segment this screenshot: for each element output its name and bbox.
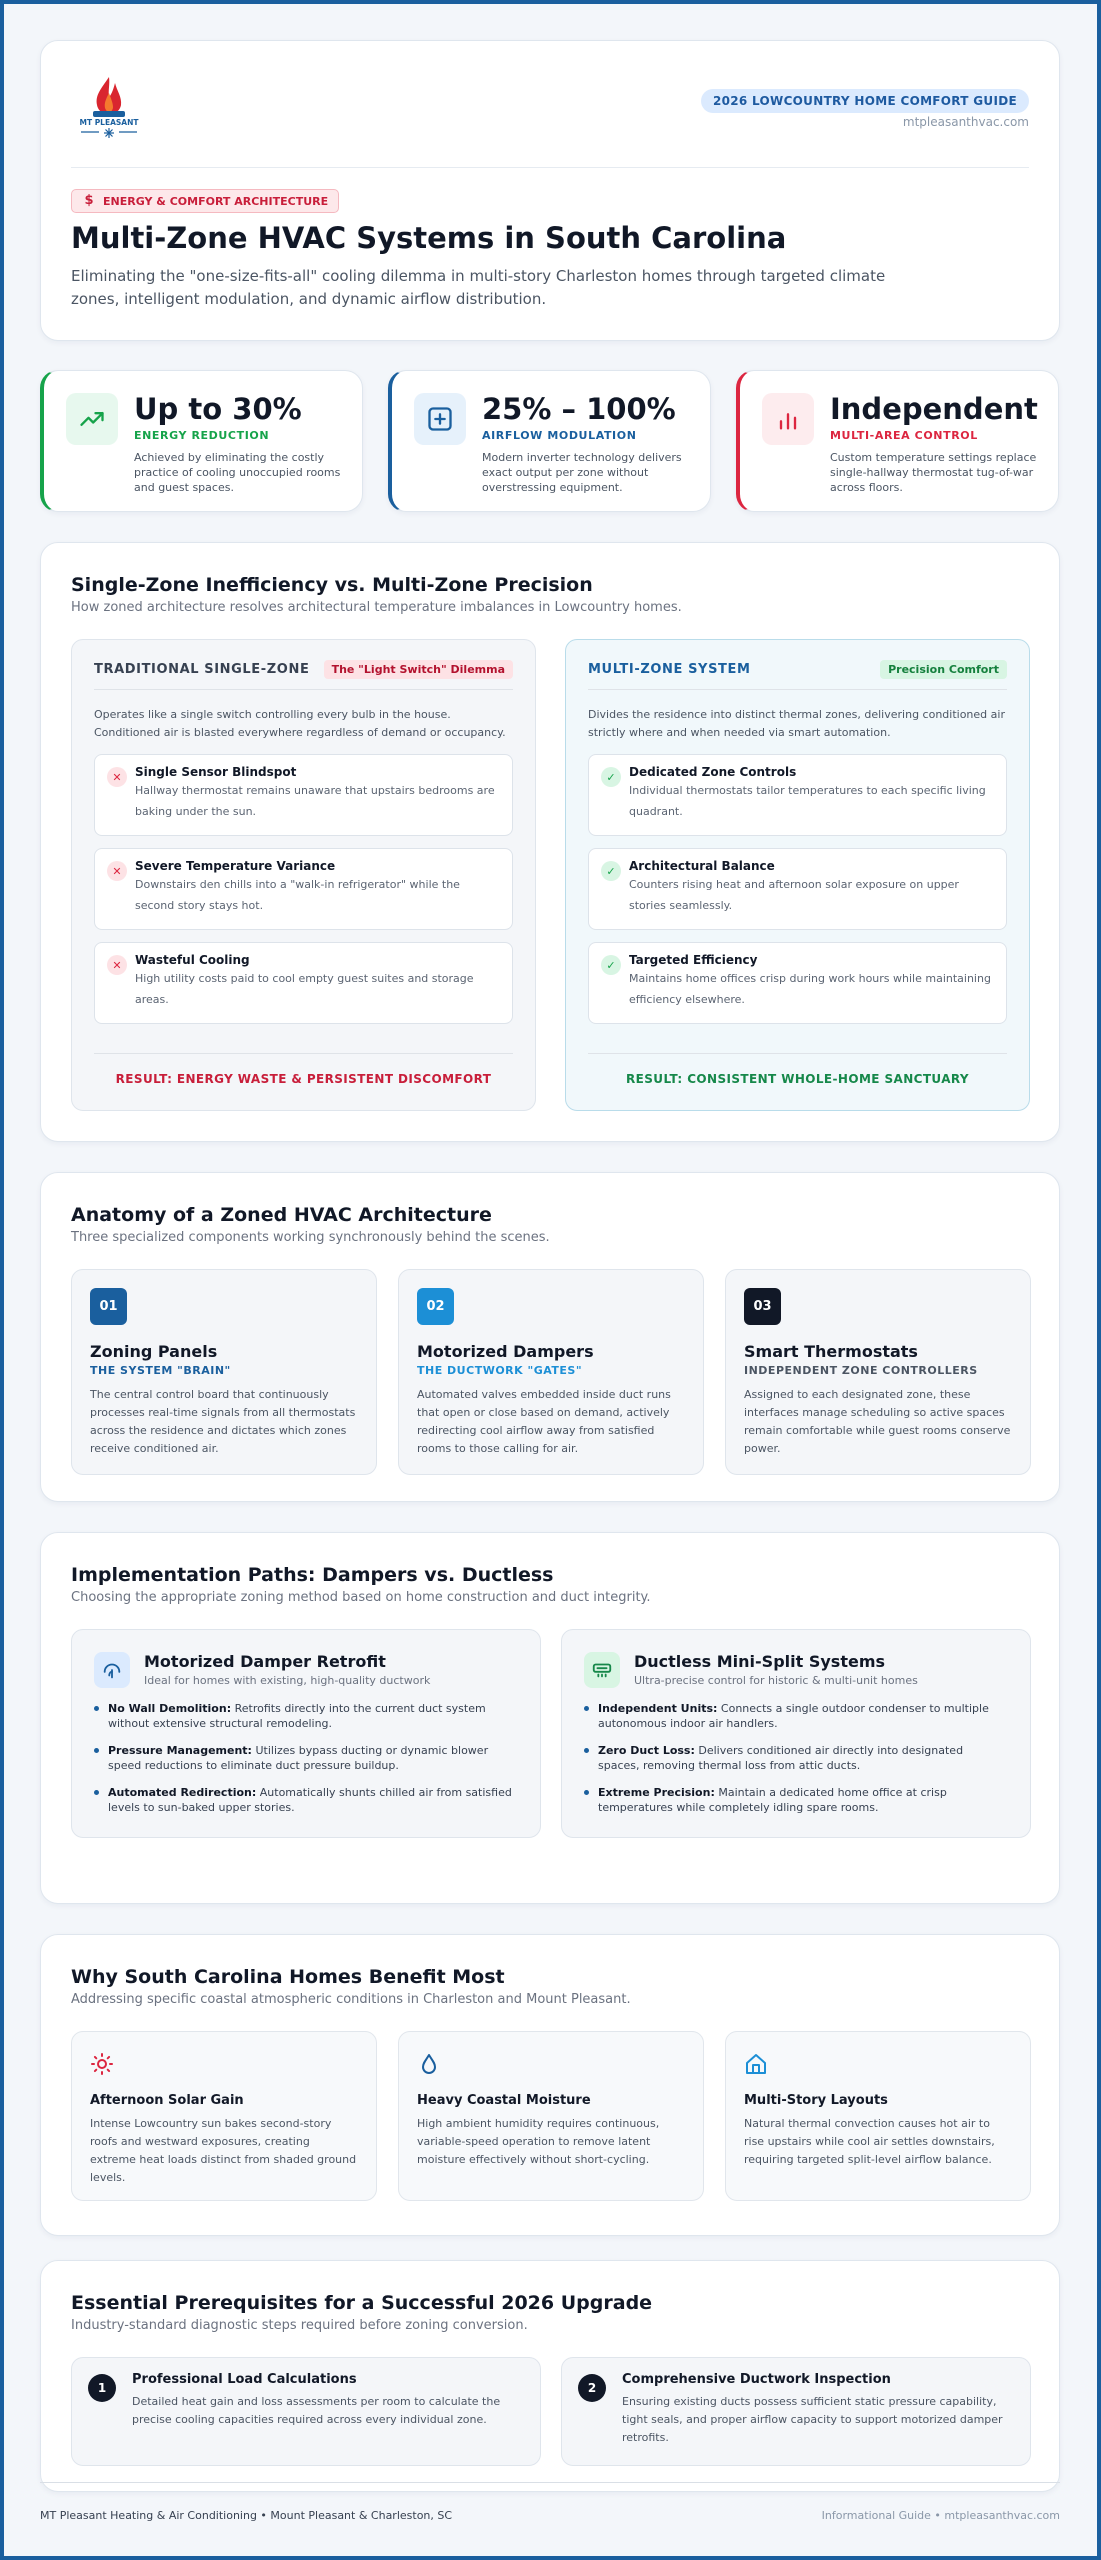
point-label: No Wall Demolition: [108, 1702, 232, 1715]
comparison-section [40, 542, 1060, 1142]
step-number: 03 [744, 1288, 781, 1325]
stat-description: Custom temperature settings replace single-hallway thermostat tug-of-war across floors. [830, 451, 1037, 494]
benefit-title: Multi-Story Layouts [744, 2093, 888, 2108]
column-intro: Operates like a single switch controlling every bulb in the house. Conditioned air is blasted everywhere regardless of demand or occupancy. [94, 708, 506, 739]
svg-text:MT PLEASANT: MT PLEASANT [79, 118, 139, 127]
item-description: High utility costs paid to cool empty guest suites and storage areas. [135, 972, 474, 1006]
prerequisite-card-load [71, 2357, 541, 2466]
component-title: Motorized Dampers [417, 1342, 594, 1361]
anatomy-section [40, 1172, 1060, 1502]
single-zone-column [71, 639, 536, 1111]
step-number: 1 [88, 2374, 116, 2402]
hero-card [40, 40, 1060, 341]
check-icon: ✓ [601, 955, 621, 975]
item-title: Dedicated Zone Controls [629, 765, 797, 779]
damper-fan-icon [94, 1652, 130, 1688]
benefit-card-moisture [398, 2031, 704, 2201]
benefit-description: High ambient humidity requires continuous, variable-speed operation to remove latent moisture effectively without short-cycling. [417, 2117, 660, 2166]
list-item [588, 754, 1007, 836]
prerequisite-title: Professional Load Calculations [132, 2372, 357, 2387]
column-result: RESULT: CONSISTENT WHOLE-HOME SANCTUARY [588, 1053, 1007, 1086]
benefit-card-solar [71, 2031, 377, 2201]
component-description: Assigned to each designated zone, these interfaces manage scheduling so active spaces remain comfortable while guest rooms conserve power. [744, 1388, 1011, 1455]
stat-card-control [736, 370, 1059, 512]
step-number: 02 [417, 1288, 454, 1325]
list-item [588, 942, 1007, 1024]
footer-company: MT Pleasant Heating & Air Conditioning • Mount Pleasant & Charleston, SC [40, 2509, 453, 2522]
path-subtitle: Ideal for homes with existing, high-quality ductwork [144, 1674, 431, 1687]
stat-label: AIRFLOW MODULATION [482, 429, 637, 442]
check-icon: ✓ [601, 861, 621, 881]
item-title: Single Sensor Blindspot [135, 765, 297, 779]
component-subtitle: INDEPENDENT ZONE CONTROLLERS [744, 1364, 978, 1377]
prerequisites-section [40, 2260, 1060, 2492]
bar-chart-icon [762, 393, 814, 445]
column-badge: Precision Comfort [880, 660, 1007, 679]
x-icon: ✕ [107, 861, 127, 881]
site-url[interactable]: mtpleasanthvac.com [902, 115, 1029, 129]
check-icon: ✓ [601, 767, 621, 787]
column-title: TRADITIONAL SINGLE-ZONE [94, 662, 310, 677]
section-title: Essential Prerequisites for a Successful 2026 Upgrade [71, 2292, 653, 2314]
section-title: Why South Carolina Homes Benefit Most [71, 1966, 505, 1988]
item-title: Wasteful Cooling [135, 953, 250, 967]
droplet-icon [417, 2052, 441, 2076]
point-text: Utilizes bypass ducting or dynamic blower speed reductions to eliminate duct pressure buildup. [108, 1744, 489, 1772]
stat-description: Modern inverter technology delivers exact output per zone without overstressing equipment. [482, 451, 682, 494]
multi-zone-column [565, 639, 1030, 1111]
step-number: 01 [90, 1288, 127, 1325]
list-item [584, 1785, 1008, 1815]
component-description: The central control board that continuously processes real-time signals from all thermostats across the residence and dictates which zones receive conditioned air. [90, 1388, 356, 1455]
prerequisite-title: Comprehensive Ductwork Inspection [622, 2372, 891, 2387]
list-item [94, 848, 513, 930]
list-item [588, 848, 1007, 930]
stat-description: Achieved by eliminating the costly practice of cooling unoccupied rooms and guest spaces. [134, 451, 341, 494]
point-label: Extreme Precision: [598, 1786, 715, 1799]
stat-value: Up to 30% [134, 392, 302, 426]
component-card-zoning-panels [71, 1269, 377, 1475]
point-text: Maintain a dedicated home office at crisp temperatures while completely idling spare rooms. [598, 1786, 947, 1814]
component-description: Automated valves embedded inside duct runs that open or close based on demand, actively redirecting cool airflow away from satisfied rooms to those calling for air. [417, 1388, 671, 1455]
item-title: Architectural Balance [629, 859, 775, 873]
section-lead: Addressing specific coastal atmospheric conditions in Charleston and Mount Pleasant. [71, 1992, 631, 2007]
list-item [94, 1701, 518, 1731]
list-item [94, 1785, 518, 1815]
dollar-icon: $ [84, 193, 94, 208]
path-card-ductless [561, 1629, 1031, 1838]
section-lead: Choosing the appropriate zoning method based on home construction and duct integrity. [71, 1590, 651, 1605]
point-text: Delivers conditioned air directly into designated spaces, removing thermal loss from attic ducts. [598, 1744, 964, 1772]
column-title: MULTI-ZONE SYSTEM [588, 662, 751, 677]
component-title: Smart Thermostats [744, 1342, 918, 1361]
path-title: Motorized Damper Retrofit [144, 1652, 386, 1671]
category-tag [71, 189, 339, 213]
page-subtitle: Eliminating the "one-size-fits-all" cooling dilemma in multi-story Charleston homes through targeted climate zones, intelligent modulation, and dynamic airflow distribution. [71, 267, 886, 308]
company-logo [71, 75, 147, 139]
benefit-card-layouts [725, 2031, 1031, 2201]
implementation-section [40, 1532, 1060, 1904]
column-intro: Divides the residence into distinct thermal zones, delivering conditioned air strictly where and when needed via smart automation. [588, 708, 1005, 739]
point-text: Connects a single outdoor condenser to multiple autonomous indoor air handlers. [598, 1702, 989, 1730]
item-description: Individual thermostats tailor temperatures to each specific living quadrant. [629, 784, 986, 818]
list-item [584, 1743, 1008, 1773]
component-title: Zoning Panels [90, 1342, 218, 1361]
column-badge: The "Light Switch" Dilemma [324, 660, 513, 679]
benefit-title: Heavy Coastal Moisture [417, 2093, 591, 2108]
stat-card-airflow [388, 370, 711, 512]
plus-square-icon [414, 393, 466, 445]
point-label: Automated Redirection: [108, 1786, 257, 1799]
list-item [94, 942, 513, 1024]
page-footer [40, 2482, 1060, 2522]
path-points [584, 1701, 1008, 1815]
component-subtitle: THE SYSTEM "BRAIN" [90, 1364, 231, 1377]
stats-row [40, 370, 1060, 512]
column-header [94, 660, 513, 690]
stat-card-energy [40, 370, 363, 512]
list-item [94, 754, 513, 836]
home-icon [744, 2052, 768, 2076]
component-card-dampers [398, 1269, 704, 1475]
path-title: Ductless Mini-Split Systems [634, 1652, 886, 1671]
path-card-damper [71, 1629, 541, 1838]
benefits-section [40, 1934, 1060, 2236]
list-item [94, 1743, 518, 1773]
stat-label: ENERGY REDUCTION [134, 429, 270, 442]
point-text: Retrofits directly into the current duct system without extensive structural remodeling. [108, 1702, 486, 1730]
section-lead: Three specialized components working synchronously behind the scenes. [71, 1230, 550, 1245]
mini-split-icon [584, 1652, 620, 1688]
step-number: 2 [578, 2374, 606, 2402]
point-text: Automatically shunts chilled air from satisfied levels to sun-baked upper stories. [108, 1786, 512, 1814]
guide-badge: 2026 LOWCOUNTRY HOME COMFORT GUIDE [701, 89, 1029, 113]
page-title: Multi-Zone HVAC Systems in South Carolina [71, 221, 787, 255]
path-points [94, 1701, 518, 1815]
column-header [588, 660, 1007, 690]
section-lead: How zoned architecture resolves architectural temperature imbalances in Lowcountry homes. [71, 600, 682, 615]
stat-value: Independent [830, 392, 1038, 426]
item-description: Hallway thermostat remains unaware that upstairs bedrooms are baking under the sun. [135, 784, 495, 818]
sun-icon [90, 2052, 114, 2076]
section-lead: Industry-standard diagnostic steps required before zoning conversion. [71, 2318, 528, 2333]
prerequisite-description: Detailed heat gain and loss assessments per room to calculate the precise cooling capacities required across every individual zone. [132, 2395, 501, 2426]
point-label: Independent Units: [598, 1702, 718, 1715]
x-icon: ✕ [107, 955, 127, 975]
x-icon: ✕ [107, 767, 127, 787]
column-result: RESULT: ENERGY WASTE & PERSISTENT DISCOMFORT [94, 1053, 513, 1086]
section-title: Anatomy of a Zoned HVAC Architecture [71, 1204, 492, 1226]
point-label: Pressure Management: [108, 1744, 252, 1757]
component-subtitle: THE DUCTWORK "GATES" [417, 1364, 583, 1377]
point-label: Zero Duct Loss: [598, 1744, 695, 1757]
item-description: Downstairs den chills into a "walk-in refrigerator" while the second story stays hot. [135, 878, 460, 912]
path-subtitle: Ultra-precise control for historic & multi-unit homes [634, 1674, 918, 1687]
component-card-thermostats [725, 1269, 1031, 1475]
trending-up-icon [66, 393, 118, 445]
section-title: Implementation Paths: Dampers vs. Ductless [71, 1564, 554, 1586]
stat-label: MULTI-AREA CONTROL [830, 429, 978, 442]
prerequisite-description: Ensuring existing ducts possess sufficient static pressure capability, tight seals, and proper airflow capacity to support motorized damper retrofits. [622, 2395, 1003, 2444]
benefit-title: Afternoon Solar Gain [90, 2093, 244, 2108]
section-title: Single-Zone Inefficiency vs. Multi-Zone Precision [71, 574, 593, 596]
item-title: Targeted Efficiency [629, 953, 758, 967]
category-tag-label: ENERGY & COMFORT ARCHITECTURE [103, 194, 329, 208]
divider [71, 167, 1029, 168]
item-description: Counters rising heat and afternoon solar exposure on upper stories seamlessly. [629, 878, 959, 912]
prerequisite-card-ductwork [561, 2357, 1031, 2466]
benefit-description: Intense Lowcountry sun bakes second-story roofs and westward exposures, creating extreme heat loads distinct from shaded ground levels. [90, 2117, 357, 2184]
item-title: Severe Temperature Variance [135, 859, 336, 873]
footer-link[interactable]: Informational Guide • mtpleasanthvac.com [821, 2509, 1060, 2522]
list-item [584, 1701, 1008, 1731]
stat-value: 25% – 100% [482, 392, 676, 426]
item-description: Maintains home offices crisp during work hours while maintaining efficiency elsewhere. [629, 972, 991, 1006]
benefit-description: Natural thermal convection causes hot air to rise upstairs while cool air settles downstairs, requiring targeted split-level airflow balance. [744, 2117, 995, 2166]
